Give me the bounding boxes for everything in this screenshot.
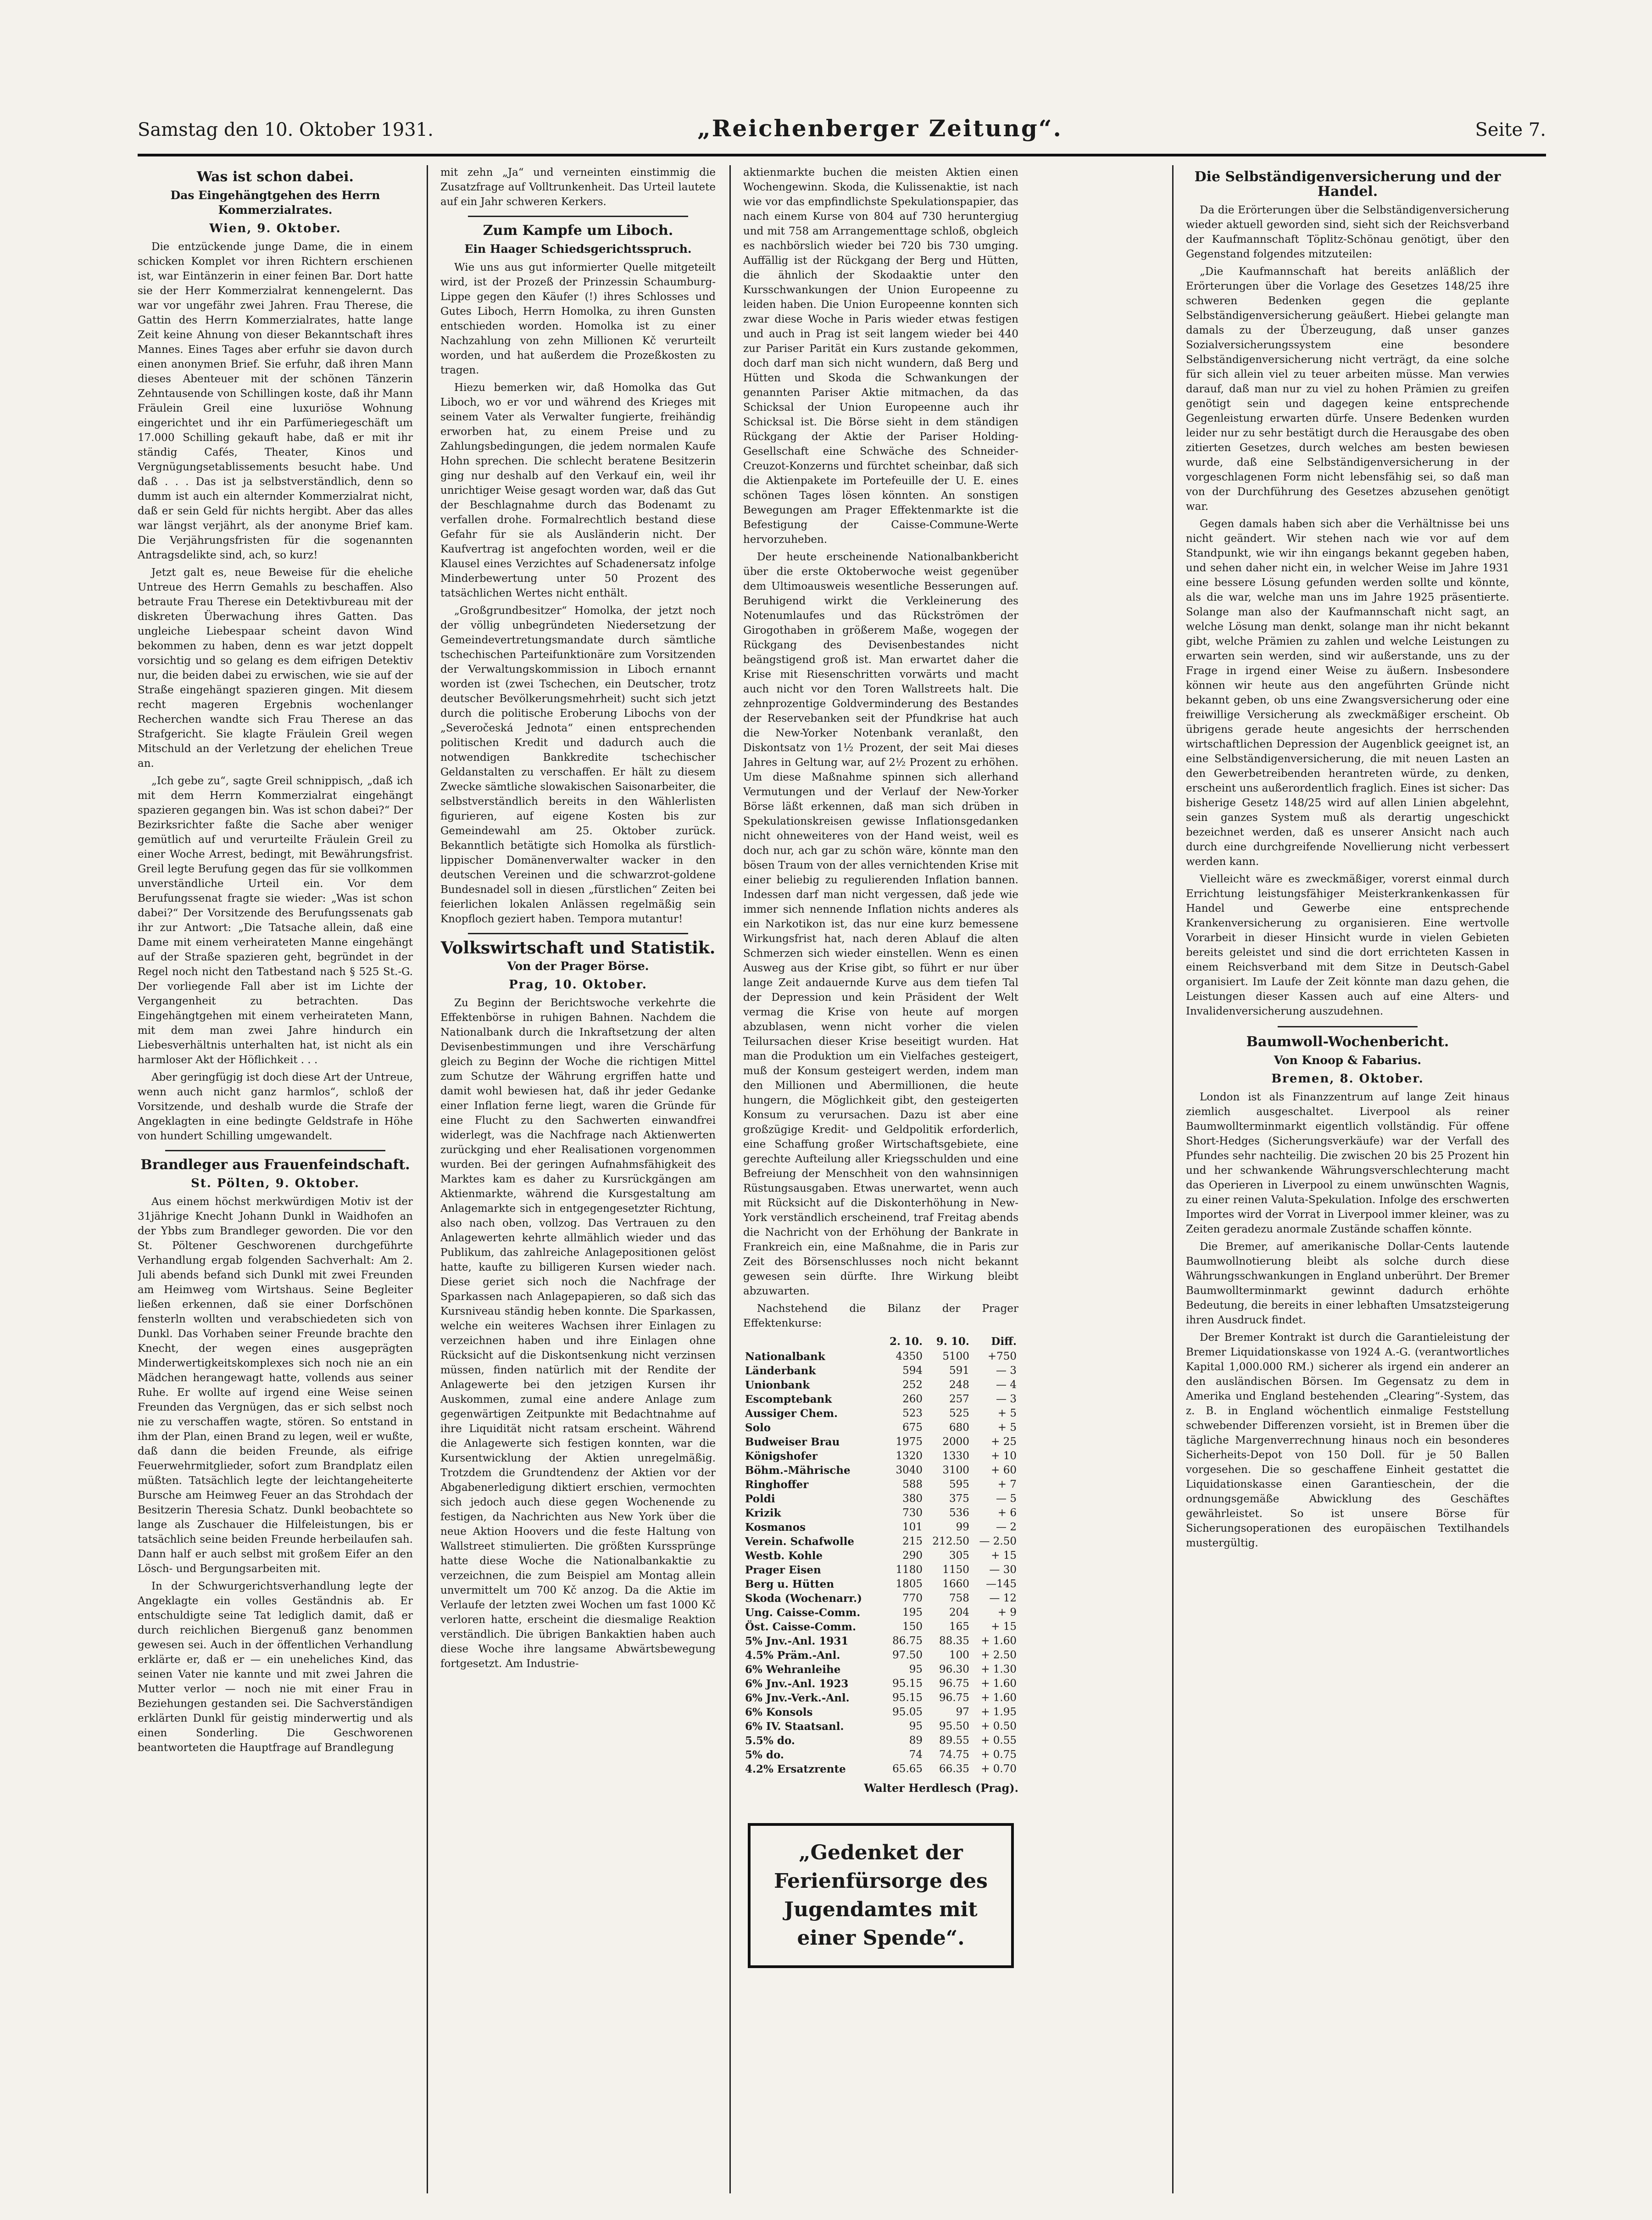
table-cell: 5100 [942,1350,969,1362]
table-cell: 4.2% Ersatzrente [745,1763,846,1775]
table-cell: Ung. Caisse-Comm. [745,1606,861,1619]
table-cell: 95.50 [939,1720,969,1732]
table-row [743,1406,1018,1421]
table-row [743,1421,1018,1435]
table-header: 2. 10. [889,1335,923,1348]
stock-price-table [743,1333,1018,1776]
table-cell: 257 [949,1393,969,1405]
table-cell: Poldi [745,1493,775,1505]
table-cell: 95 [909,1663,923,1675]
table-cell: 6% Konsols [745,1706,813,1718]
table-cell: 74 [909,1749,923,1761]
table-cell: 97.50 [892,1649,923,1661]
table-cell: 5.5% do. [745,1735,795,1747]
table-row [743,1392,1018,1406]
table-cell: Unionbank [745,1379,810,1391]
table-row [743,1734,1018,1748]
table-row [743,1378,1018,1392]
table-cell: 1330 [942,1450,969,1462]
table-cell: Solo [745,1422,771,1434]
table-row [743,1506,1018,1520]
table-cell: 252 [902,1379,923,1391]
table-cell: 380 [902,1493,923,1505]
table-row [743,1520,1018,1534]
table-cell: Länderbank [745,1365,816,1377]
table-cell: 1660 [942,1578,969,1590]
table-row [743,1577,1018,1591]
table-cell: 1320 [896,1450,923,1462]
table-row [743,1719,1018,1734]
table-cell: + 0.70 [981,1763,1017,1775]
section-title: Volkswirtschaft und Statistik. [440,938,716,958]
article-divider [468,216,688,217]
table-cell: Öst. Caisse-Comm. [745,1621,856,1633]
table-cell: 260 [902,1393,923,1405]
article-title: Baumwoll-Wochenbericht. [1246,1034,1449,1050]
table-cell: Böhm.-Mährische [745,1464,851,1477]
article-dateline: St. Pölten, 9. Oktober. [191,1177,360,1190]
table-cell: 88.35 [939,1635,969,1647]
article-paragraph: Aus einem höchst merkwürdigen Motiv ist der 31jährige Knecht Johann Dunkl in Waidhofen an der Ybbs zum Brandleger geworden. Die vor den St. Pöltener Geschworenen durchgeführte Verhandlung ergab folgenden Sachverhalt: Am 2. Juli abends befand sich Dunkl mit zwei Freunden am Heimweg vom Wirtshaus. Seine Begleiter ließen erkennen, daß sie einer Dorfschönen fensterln wollten und verabschiedeten sich von Dunkl. Das Vorhaben seiner Freunde brachte den Knecht, der wegen eines ausgeprägten Minderwertigkeitskomplexes sich noch nie an ein Mädchen herangewagt hatte, vollends aus seiner Ruhe. Er wollte auf irgend eine Weise seinen Freunden das Vergnügen, das er sich selbst noch nie zu verschaffen wagte, stören. So entstand in ihm der Plan, einen Brand zu legen, weil er wußte, daß dann die beiden Freunde, als eifrige Feuerwehrmitglieder, sofort zum Brandplatz eilen müßten. Tatsächlich legte der leichtangeheiterte Bursche am Heimweg Feuer an das Strohdach der Besitzerin Theresia Schatz. Dunkl beobachtete so lange als Zuschauer die Hilfeleistungen, bis er tatsächlich seine beiden Freunde herbeilaufen sah. Dann half er auch selbst mit großem Eifer an den Lösch- und Bergungsarbeiten mit. [138,1196,413,1575]
table-cell: 675 [902,1422,923,1434]
table-row [743,1620,1018,1634]
author-signature: Walter Herdlesch (Prag). [864,1781,1018,1795]
table-cell: Nationalbank [745,1350,825,1363]
table-cell: + 0.75 [981,1749,1017,1761]
table-cell: 1805 [896,1578,923,1590]
table-row [743,1762,1018,1776]
article-paragraph: Vielleicht wäre es zweckmäßiger, vorerst einmal durch Errichtung leistungsfähiger Meisterkrankenkassen für Handel und Gewerbe eine entsprechende Krankenversicherung zu organisieren. Eine wertvolle Vorarbeit in dieser Hinsicht wurde in vielen Gebieten bereits geleistet und sind die dort errichteten Kassen in einem Reichsverband mit dem Sitze in Deutsch-Gabel organisiert. Im Laufe der Zeit könnte man dazu gehen, die Leistungen dieser Kassen auch auf eine Alters- und Invalidenversicherung auszudehnen. [1186,873,1509,1017]
table-cell: 591 [949,1365,969,1377]
table-cell: 1180 [896,1564,923,1576]
article-dateline: Prag, 10. Oktober. [509,978,647,992]
article-divider [1278,1026,1418,1027]
table-cell: 588 [902,1478,923,1490]
column-rule [1172,165,1174,2193]
table-cell: 290 [902,1550,923,1562]
table-cell: 195 [902,1606,923,1618]
table-header [743,1333,882,1350]
table-cell: Westb. Kohle [745,1550,823,1562]
table-cell: Verein. Schafwolle [745,1535,854,1548]
table-cell: 5% do. [745,1749,784,1761]
table-cell: 101 [902,1521,923,1533]
table-cell: — 5 [996,1493,1017,1505]
table-cell: — 2.50 [979,1535,1017,1547]
table-header-row [743,1333,1018,1350]
article-paragraph: Die Bremer, auf amerikanische Dollar-Cents lautende Baumwollnotierung bleibt als solche durch diese Währungsschwankungen in England unberührt. Der Bremer Baumwollterminmarkt gewinnt dadurch erhöhte Bedeutung, die bereits in einer lebhaften Umsatzsteigerung ihren Ausdruck findet. [1186,1241,1509,1326]
table-cell: Kosmanos [745,1521,806,1534]
table-row [743,1549,1018,1563]
article-paragraph: „Großgrundbesitzer“ Homolka, der jetzt noch der völlig unbegründeten Niedersetzung der Gemeindevertretungsmandate durch sämtliche tschechischen Parteifunktionäre zum Vorsitzenden der Verwaltungskommission in Liboch ernannt worden ist (zwei Tschechen, ein Deutscher, trotz deutscher Bevölkerungsmehrheit) sucht sich jetzt durch die politische Eroberung Libochs von der „Severočeská Jednota“ einen entsprechenden politischen Kredit und dadurch auch die notwendigen Bankkredite tschechischer Geldanstalten zu verschaffen. Er hält zu diesem Zwecke sämtliche slowakischen Saisonarbeiter, die selbstverständlich bereits in den Wählerlisten figurieren, auf eigene Kosten bis zur Gemeindewahl am 25. Oktober zurück. Bekanntlich betätigte sich Homolka als fürstlich-lippischer Domänenverwalter wacker in den deutschen Vereinen und die schwarzrot-goldene Bundesnadel soll in diesen „fürstlichen“ Zeiten bei feierlichen lokalen Anlässen regelmäßig sein Knopfloch geziert haben. Tempora mutantur! [440,605,716,925]
masthead-date: Samstag den 10. Oktober 1931. [138,119,434,140]
table-cell: 212.50 [932,1535,969,1547]
table-row [743,1492,1018,1506]
table-cell: 66.35 [939,1763,969,1775]
article-subtitle: Das Eingehängtgehen des Herrn Kommerzialrates. [170,189,380,217]
table-cell: + 60 [991,1464,1017,1476]
article-paragraph: Gegen damals haben sich aber die Verhältnisse bei uns nicht geändert. Wir stehen nach wie vor auf dem Standpunkt, wie wir ihn eingangs bekannt gegeben haben, und sehen daher nicht ein, in welcher Weise im Jahre 1931 eine bessere Lösung gefunden werden sollte und könnte, als die war, welche man uns im Jahre 1925 präsentierte. Solange man also der Kaufmannschaft nicht sagt, an welche Lösung man denkt, solange man ihr nicht bekannt gibt, welche Prämien zu zahlen und welche Leistungen zu erwarten sein werden, sind wir außerstande, uns zu der Frage in irgend einer Weise zu äußern. Insbesondere können wir heute aus den angeführten Gründe nicht bekannt geben, ob uns eine Zwangsversicherung oder eine freiwillige Versicherung als zweckmäßiger erscheint. Ob übrigens gerade heute angesichts der herrschenden wirtschaftlichen Depression der Augenblick geeignet ist, an eine Selbständigenversicherung, die mit neuen Lasten an den Gewerbetreibenden herantreten würde, zu denken, erscheint uns außerordentlich fraglich. Eines ist sicher: Das bisherige Gesetz 148/25 wird auf allen Linien abgelehnt, sein ganzes System muß als derartig ungeschickt bezeichnet werden, daß es unserer Ansicht nach auch durch eine durchgreifende Novellierung nicht verbessert werden kann. [1186,518,1509,868]
table-cell: 96.30 [939,1663,969,1675]
article-subtitle: Von Knoop & Fabarius. [1274,1054,1422,1067]
table-cell: + 5 [997,1407,1017,1419]
table-cell: 97 [956,1706,969,1718]
table-cell: 100 [949,1649,969,1661]
article-divider [468,933,688,934]
table-cell: 65.65 [892,1763,923,1775]
table-cell: — 4 [996,1379,1017,1391]
column-4 [1186,165,1509,2193]
article-paragraph: Nachstehend die Bilanz der Prager Effektenkurse: [743,1303,1018,1329]
article-title: Brandleger aus Frauenfeindschaft. [140,1157,410,1173]
table-cell: Krizik [745,1507,781,1519]
column-rule [427,165,428,2193]
table-cell: 96.75 [939,1692,969,1704]
article-paragraph: Der heute erscheinende Nationalbankbericht über die erste Oktoberwoche weist gegenüber dem Ultimoausweis wesentliche Besserungen auf. Beruhigend wirkt die Verkleinerung des Notenumlaufes und das Rückströmen der Girogothaben in größerem Maße, wogegen der Rückgang des Devisenbestandes nicht beängstigend groß ist. Man erwartet daher die Krise mit Riesenschritten vorwärts und macht auch nicht vor den Toren Wallstreets halt. Die zehnprozentige Goldverminderung des Bestandes der Reservebanken seit der Pfundkrise hat auch die New-Yorker Notenbank veranlaßt, den Diskontsatz von 1½ Prozent, der seit Mai dieses Jahres in Geltung war, auf 2½ Prozent zu erhöhen. Um diese Maßnahme spinnen sich allerhand Vermutungen und der Verlauf der New-Yorker Börse läßt erkennen, daß man sich drüben in Spekulationskreisen gewisse Inflationsgedanken nicht ohneweiteres von der Hand weist, weil es doch nur, ach gar zu schön wäre, könnte man den bösen Traum von der alles vernichtenden Krise mit einer beliebig zu regulierenden Inflation bannen. Indessen darf man nicht vergessen, daß jede wie immer sich nennende Inflation nichts anderes als ein Narkotikon ist, das nur eine kurz bemessene Wirkungsfrist hat, nach deren Ablauf die alten Schmerzen sich wieder einstellen. Wenn es einen Ausweg aus der Krise gibt, so führt er nur über lange Zeit andauernde Kurve aus dem tiefen Tal der Depression und kein Präsident der Welt vermag die Krise von heute auf morgen abzublasen, wenn nicht vorher die vielen Teilursachen dieser Krise beseitigt wurden. Hat man die Produktion um ein Vielfaches gesteigert, muß der Konsum gesteigert werden, indem man den Millionen und Abermillionen, die heute hungern, die Möglichkeit gibt, den gesteigerten Konsum zu verursachen. Dazu ist aber eine großzügige Kredit- und Geldpolitik erforderlich, eine Schaffung großer Wirtschaftsgebiete, eine gerechte Aufteilung aller Kriegsschulden und eine Befreiung der Menschheit von den wahnsinnigen Rüstungsausgaben. Etwas unerwartet, wenn auch mit Rücksicht auf die Diskonterhöhung in New-York verständlich erscheinend, traf Freitag abends die Nachricht von der Erhöhung der Bankrate in Frankreich ein, eine Maßnahme, die in Paris zur Zeit des Börsenschlusses noch nicht bekannt gewesen sein dürfte. Ihre Wirkung bleibt abzuwarten. [743,551,1018,1297]
table-header: Diff. [991,1335,1017,1348]
column-2 [440,165,716,2193]
table-cell: 4.5% Präm.-Anl. [745,1649,840,1662]
article-paragraph: Aber geringfügig ist doch diese Art der Untreue, wenn auch nicht ganz harmlos“, schloß der Vorsitzende, und deshalb wurde die Strafe der Angeklagten in eine bedingte Geldstrafe in Höhe von hundert Schilling umgewandelt. [138,1071,413,1142]
table-row [743,1364,1018,1378]
table-cell: 595 [949,1478,969,1490]
table-row [743,1435,1018,1449]
table-cell: Skoda (Wochenarr.) [745,1592,862,1605]
table-cell: + 25 [991,1436,1017,1448]
table-cell: 305 [949,1550,969,1562]
table-cell: + 1.60 [981,1678,1017,1690]
table-cell: Aussiger Chem. [745,1407,838,1420]
table-row [743,1463,1018,1478]
article-paragraph: Die entzückende junge Dame, die in einem schicken Komplet vor ihren Richtern erschienen ist, war Eintänzerin in einer feinen Bar. Dort hatte sie der Herr Kommerzialrat kennengelernt. Das war vor ungefähr zwei Jahren. Frau Therese, die Gattin des Herrn Kommerzialrates, hatte lange Zeit keine Ahnung von dieser Bekanntschaft ihres Mannes. Eines Tages aber erfuhr sie davon durch einen anonymen Brief. Sie erfuhr, daß ihren Mann dieses Abenteuer mit der schönen Tänzerin Zehntausende von Schillingen koste, daß ihr Mann Fräulein Greil eine luxuriöse Wohnung eingerichtet und ihr ein Parfümeriegeschäft um 17.000 Schilling gekauft habe, daß er mit ihr ständig Cafés, Theater, Kinos und Vergnügungsetablissements besucht habe. Und daß . . . Das ist ja selbstverständlich, denn so dumm ist auch ein alternder Kommerzialrat nicht, daß er sein Geld für nichts hergibt. Aber das alles war längst verjährt, als der anonyme Brief kam. Die Verjährungsfristen für die sogenannten Antragsdelikte sind, ach, so kurz! [138,241,413,561]
table-cell: 1975 [896,1436,923,1448]
table-cell: 594 [902,1365,923,1377]
article-title: Was ist schon dabei. [197,169,354,185]
column-rule [729,165,731,2193]
masthead-title: „Reichenberger Zeitung“. [697,115,1062,142]
table-cell: + 2.50 [981,1649,1017,1661]
table-cell: + 6 [997,1507,1017,1519]
table-cell: Budweiser Brau [745,1436,840,1448]
table-cell: 89.55 [939,1735,969,1746]
article-paragraph: Wie uns aus gut informierter Quelle mitgeteilt wird, ist der Prozeß der Prinzessin Schaumburg-Lippe gegen den Käufer (!) ihres Schlosses und Gutes Liboch, Herrn Homolka, zu ihren Gunsten entschieden worden. Homolka ist zu einer Nachzahlung von zehn Millionen Kč verurteilt worden, und hat außerdem die Prozeßkosten zu tragen. [440,262,716,376]
column-3 [743,165,1018,2193]
article-paragraph: Zu Beginn der Berichtswoche verkehrte die Effektenbörse in ruhigen Bahnen. Nachdem die Nationalbank durch die Inkraftsetzung der alten Devisenbestimmungen und ihre Verschärfung gleich zu Beginn der Woche die richtigen Mittel zum Schutze der Währung ergriffen hatte und damit wohl bewiesen hat, daß ihr jeder Gedanke einer Inflation ferne liegt, waren die Gründe für eine Flucht zu den Sachwerten einwandfrei widerlegt, was die Nachfrage nach Aktienwerten zurückging und eher Realisationen vorgenommen wurden. Bei der geringen Aufnahmsfähigkeit des Marktes kam es daher zu Kursrückgängen am Aktienmarkte, während die Kursgestaltung am Anlagemarkte sich in entgegengesetzter Richtung, also nach oben, vollzog. Das Vertrauen zu den Anlagewerten kehrte allmählich wieder und das Publikum, das zahlreiche Anlagepositionen gelöst hatte, kaufte zu billigeren Kursen wieder nach. Diese geriet sich noch die Nachfrage der Sparkassen nach Anlagepapieren, so daß sich das Kursniveau ständig heben konnte. Die Sparkassen, welche ein weiteres Wachsen ihrer Einlagen zu verzeichnen haben und ihre Einlagen ohne Rücksicht auf die Diskontsenkung nicht verzinsen müssen, finden natürlich mit der Rendite der Anlagewerte bei den jetzigen Kursen ihr Auskommen, zumal eine andere Anlage zum gegenwärtigen Zeitpunkte mit Bedachtnahme auf ihre Liquidität nicht ratsam erscheint. Während die Anlagewerte sich festigen konnten, war die Kursentwicklung der Aktien unregelmäßig. Trotzdem die Grundtendenz der Aktien vor der Abgabenerledigung diktiert erschien, vermochten sich jedoch auch diese gegen Wochenende zu festigen, da Nachrichten aus New York über die neue Aktion Hoovers und die feste Haltung von Wallstreet stimulierten. Die größten Kurssprünge hatte diese Woche die Nationalbankaktie zu verzeichnen, die zum Beispiel am Montag allein unvermittelt um 700 Kč anzog. Da die Aktie im Verlaufe der letzten zwei Wochen um fast 1000 Kč verloren hatte, erscheint die diesmalige Reaktion verständlich. Die übrigen Bankaktien haben auch diese Woche ihre langsame Abwärtsbewegung fortgesetzt. Am Industrie- [440,997,716,1670]
table-row [743,1677,1018,1691]
table-row [743,1705,1018,1719]
table-cell: Ringhoffer [745,1478,809,1491]
table-cell: 165 [949,1621,969,1633]
masthead-rule [138,154,1546,156]
table-row [743,1449,1018,1463]
table-cell: + 15 [991,1550,1017,1562]
table-cell: + 1.60 [981,1692,1017,1704]
table-cell: 89 [909,1735,923,1746]
table-cell: 4350 [896,1350,923,1362]
table-cell: + 0.55 [981,1735,1017,1746]
charity-notice-box [748,1823,1014,1968]
table-cell: 6% Jnv.-Verk.-Anl. [745,1692,850,1704]
table-cell: 523 [902,1407,923,1419]
table-cell: 150 [902,1621,923,1633]
table-cell: + 7 [997,1478,1017,1490]
table-cell: 758 [949,1592,969,1604]
article-dateline: Wien, 9. Oktober. [209,222,341,235]
article-divider [165,1150,385,1151]
table-cell: 3100 [942,1464,969,1476]
article-paragraph: London ist als Finanzzentrum auf lange Zeit hinaus ziemlich ausgeschaltet. Liverpool als reiner Baumwollterminmarkt eigentlich vollständig. Für offene Short-Hedges (Sicherungsverkäufe) war der Verfall des Pfundes sehr nachteilig. Die zwischen 20 bis 25 Prozent hin und her schwankende Währungsverschlechterung macht das Operieren in Liverpool zu einem unwünschten Wagnis, zu einer reinen Valuta-Spekulation. Infolge des erschwerten Importes wird der Vorrat in Liverpool immer kleiner, was zu Zeiten geradezu anormale Zustände schaffen könnte. [1186,1091,1509,1235]
table-cell: 730 [902,1507,923,1519]
article-paragraph: Jetzt galt es, neue Beweise für die eheliche Untreue des Herrn Gemahls zu beschaffen. Also betraute Frau Therese ein Detektivbureau mit der diskreten Überwachung ihres Gatten. Das ungleiche Liebespaar scheint davon Wind bekommen zu haben, denn es war jetzt doppelt vorsichtig und so gelang es dem eifrigen Detektiv nur, die beiden dabei zu erwischen, wie sie auf der Straße eingehängt spazieren gingen. Mit diesem recht mageren Ergebnis wochenlanger Recherchen wandte sich Frau Therese an das Strafgericht. Sie klagte Fräulein Greil wegen Mitschuld an der Verletzung der ehelichen Treue an. [138,567,413,770]
article-paragraph: Der Bremer Kontrakt ist durch die Garantieleistung der Bremer Liquidationskasse von 1924 A.-G. (verantwortliches Kapital 1,000.000 RM.) sicherer als irgend ein anderer an den ausländischen Börsen. Im Gegensatz zu dem in Amerika und England bestehenden „Clearing“-System, das z. B. in England wöchentlich einmalige Feststellung schwebender Differenzen vorsieht, ist in Bremen über die tägliche Margenverrechnung hinaus noch ein besonderes Sicherheits-Depot von 150 Doll. für je 50 Ballen vorgesehen. Die so geschaffene Einheit gestattet die Liquidationskasse einen Garantieschein, der die ordnungsgemäße Abwicklung des Geschäftes gewährleistet. So ist unsere Börse für Sicherungsoperationen des europäischen Textilhandels mustergültig. [1186,1332,1509,1549]
table-row [743,1662,1018,1677]
table-row [743,1350,1018,1364]
table-row [743,1634,1018,1648]
table-cell: 95.05 [892,1706,923,1718]
masthead [138,115,1546,147]
table-cell: 86.75 [892,1635,923,1647]
article-paragraph: „Die Kaufmannschaft hat bereits anläßlich der Erörterungen über die Vorlage des Gesetzes 148/25 ihre schweren Bedenken gegen die geplante Selbständigenversicherung geäußert. Hiebei gelangte man damals zu der Überzeugung, daß unser ganzes Sozialversicherungssystem eine besondere Selbständigenversicherung nicht verträgt, da eine solche für sich allein viel zu teuer arbeiten müsse. Man verwies darauf, daß man nur zu viel zu hohen Prämien zu greifen genötigt sein und dagegen keine entsprechende Gegenleistung erwarten dürfe. Unsere Bedenken wurden leider nur zu sehr bestätigt durch die Herausgabe des oben zitierten Gesetzes, durch welches am besten bewiesen wurde, daß eine Selbständigenversicherung in der vorgeschlagenen Form nicht lebensfähig sei, so daß man von der Durchführung des Gesetzes abzusehen genötigt war. [1186,266,1509,513]
table-cell: 536 [949,1507,969,1519]
table-cell: —145 [986,1578,1017,1590]
table-cell: Escomptebank [745,1393,832,1406]
column-1 [138,165,413,2193]
table-cell: Prager Eisen [745,1564,821,1576]
table-cell: 1150 [942,1564,969,1576]
table-cell: — 3 [996,1393,1017,1405]
table-row [743,1591,1018,1606]
table-cell: + 9 [997,1606,1017,1618]
table-cell: — 2 [996,1521,1017,1533]
article-paragraph: Da die Erörterungen über die Selbständigenversicherung wieder aktuell geworden sind, sieht sich der Reichsverband der Kaufmannschaft Töplitz-Schönau genötigt, über den Gegenstand folgendes mitzuteilen: [1186,204,1509,260]
table-cell: 770 [902,1592,923,1604]
table-row [743,1691,1018,1705]
article-paragraph: „Ich gebe zu“, sagte Greil schnippisch, „daß ich mit dem Herrn Kommerzialrat eingehängt spazieren gegangen bin. Was ist schon dabei?“ Der Bezirksrichter faßte die Sache aber weniger gemütlich auf und verurteilte Fräulein Greil zu einer Woche Arrest, bedingt, mit Bewährungsfrist. Greil legte Berufung gegen das für sie vollkommen unverständliche Urteil ein. Vor dem Berufungssenat fragte sie wieder: „Was ist schon dabei?“ Der Vorsitzende des Berufungssenats gab ihr zur Antwort: „Die Tatsache allein, daß eine Dame mit einem verheirateten Manne eingehängt auf der Straße spazieren geht, begründet in der Regel noch nicht den Tatbestand nach § 525 St.-G. Der vorliegende Fall aber ist im Lichte der Vergangenheit zu betrachten. Das Eingehängtgehen mit einem verheirateten Mann, mit dem man zwei Jahre hindurch ein Liebesverhältnis unterhalten hat, ist nicht als ein harmloser Akt der Höflichkeit . . . [138,775,413,1066]
table-cell: Königshofer [745,1450,818,1462]
table-cell: 6% Jnv.-Anl. 1923 [745,1678,849,1690]
table-cell: 6% IV. Staatsanl. [745,1720,844,1733]
table-cell: 525 [949,1407,969,1419]
table-cell: Berg u. Hütten [745,1578,834,1590]
table-cell: 6% Wehranleihe [745,1663,841,1676]
table-row [743,1534,1018,1549]
article-subtitle: Ein Haager Schiedsgerichtsspruch. [464,242,692,256]
table-cell: + 1.95 [981,1706,1017,1718]
table-cell: + 10 [991,1450,1017,1462]
article-paragraph: mit zehn „Ja“ und verneinten einstimmig die Zusatzfrage auf Volltrunkenheit. Das Urteil lautete auf ein Jahr schweren Kerkers. [440,167,716,208]
table-cell: 95.15 [892,1678,923,1690]
article-title: Die Selbständigenversicherung und der Handel. [1194,169,1501,200]
table-cell: 3040 [896,1464,923,1476]
table-cell: 74.75 [939,1749,969,1761]
table-cell: + 5 [997,1422,1017,1434]
table-cell: — 12 [989,1592,1017,1604]
table-cell: 680 [949,1422,969,1434]
table-cell: 96.75 [939,1678,969,1690]
table-cell: + 15 [991,1621,1017,1633]
table-cell: 248 [949,1379,969,1391]
table-cell: 2000 [942,1436,969,1448]
table-cell: + 1.30 [981,1663,1017,1675]
article-paragraph: Hiezu bemerken wir, daß Homolka das Gut Liboch, wo er vor und während des Krieges mit seinem Vater als Verwalter fungierte, freihändig erworben hat, zu einem Preise und zu Zahlungsbedingungen, die jedem normalen Kaufe Hohn sprechen. Die schlecht beratene Besitzerin ging nur deshalb auf den Verkauf ein, weil ihr unrichtiger Weise gesagt worden war, daß das Gut der Beschlagnahme durch das Bodenamt zu verfallen drohe. Formalrechtlich bestand diese Gefahr für sie als Ausländerin nicht. Der Kaufvertrag ist angefochten worden, weil er die Klausel eines Verzichtes auf Schadenersatz infolge Minderbewertung unter 50 Prozent des tatsächlichen Wertes nicht enthält. [440,382,716,599]
table-row [743,1648,1018,1662]
table-cell: 5% Jnv.-Anl. 1931 [745,1635,849,1647]
article-paragraph: In der Schwurgerichtsverhandlung legte der Angeklagte ein volles Geständnis ab. Er entschuldigte seine Tat lediglich damit, daß er durch reichlichen Biergenuß ganz benommen gewesen sei. Auch in der öffentlichen Verhandlung erklärte er, daß er — ein uneheliches Kind, das seinen Vater nie kannte und mit zwei Jahren die Mutter verlor — noch nie mit einer Frau in Beziehungen gestanden sei. Die Sachverständigen erklärten Dunkl für geistig minderwertig und als einen Sonderling. Die Geschworenen beantworteten die Hauptfrage auf Brandlegung [138,1580,413,1754]
table-cell: 95.15 [892,1692,923,1704]
table-header: 9. 10. [936,1335,969,1348]
table-cell: 95 [909,1720,923,1732]
table-row [743,1563,1018,1577]
article-dateline: Bremen, 8. Oktober. [1271,1072,1424,1086]
table-row [743,1478,1018,1492]
table-cell: 215 [902,1535,923,1547]
table-cell: 375 [949,1493,969,1505]
table-cell: — 30 [989,1564,1017,1576]
table-row [743,1606,1018,1620]
table-row [743,1748,1018,1762]
table-cell: — 3 [996,1365,1017,1377]
article-paragraph: aktienmarkte buchen die meisten Aktien einen Wochengewinn. Skoda, die Kulissenaktie, ist nach wie vor das empfindlichste Spekulationspapier, das nach einem Kurse von 804 auf 730 heruntergiug und mit 758 am Arrangementtage schloß, obgleich es nachbörslich wieder bei 720 bis 730 umging. Auffällig ist der Rückgang der Berg und Hütten, die ähnlich der Skodaaktie unter den Kursschwankungen der Union Europeenne zu leiden haben. Die Union Europeenne konnten sich zwar diese Woche in Paris wieder etwas festigen und auch in Prag ist seit langem wieder bei 440 zur Pariser Parität ein Kurs zustande gekommen, doch darf man sich nicht wundern, daß Berg und Hütten und Skoda die Schwankungen der genannten Pariser Aktie mitmachen, da das Schicksal der Union Europeenne auch ihr Schicksal ist. Die Börse sieht in dem ständigen Rückgang der Aktie der Pariser Holding-Gesellschaft eine Schwäche des Schneider-Creuzot-Konzerns und fürchtet scheinbar, daß sich die Aktienpakete im Portefeuille der U. E. eines schönen Tages lösen könnten. An sonstigen Bewegungen am Prager Effektenmarkte ist die Befestigung der Caisse-Commune-Werte hervorzuheben. [743,167,1018,546]
table-cell: +750 [987,1350,1017,1362]
table-cell: + 1.60 [981,1635,1017,1647]
article-subtitle: Von der Prager Börse. [507,959,649,973]
article-title: Zum Kampfe um Liboch. [483,223,673,239]
table-cell: 204 [949,1606,969,1618]
table-cell: 99 [956,1521,969,1533]
table-body [743,1350,1018,1776]
table-cell: + 0.50 [981,1720,1017,1732]
charity-notice-text: „Gedenket der Ferienfürsorge des Jugendamtes mit einer Spende“. [774,1841,988,1950]
masthead-page-number: Seite 7. [1475,119,1546,140]
